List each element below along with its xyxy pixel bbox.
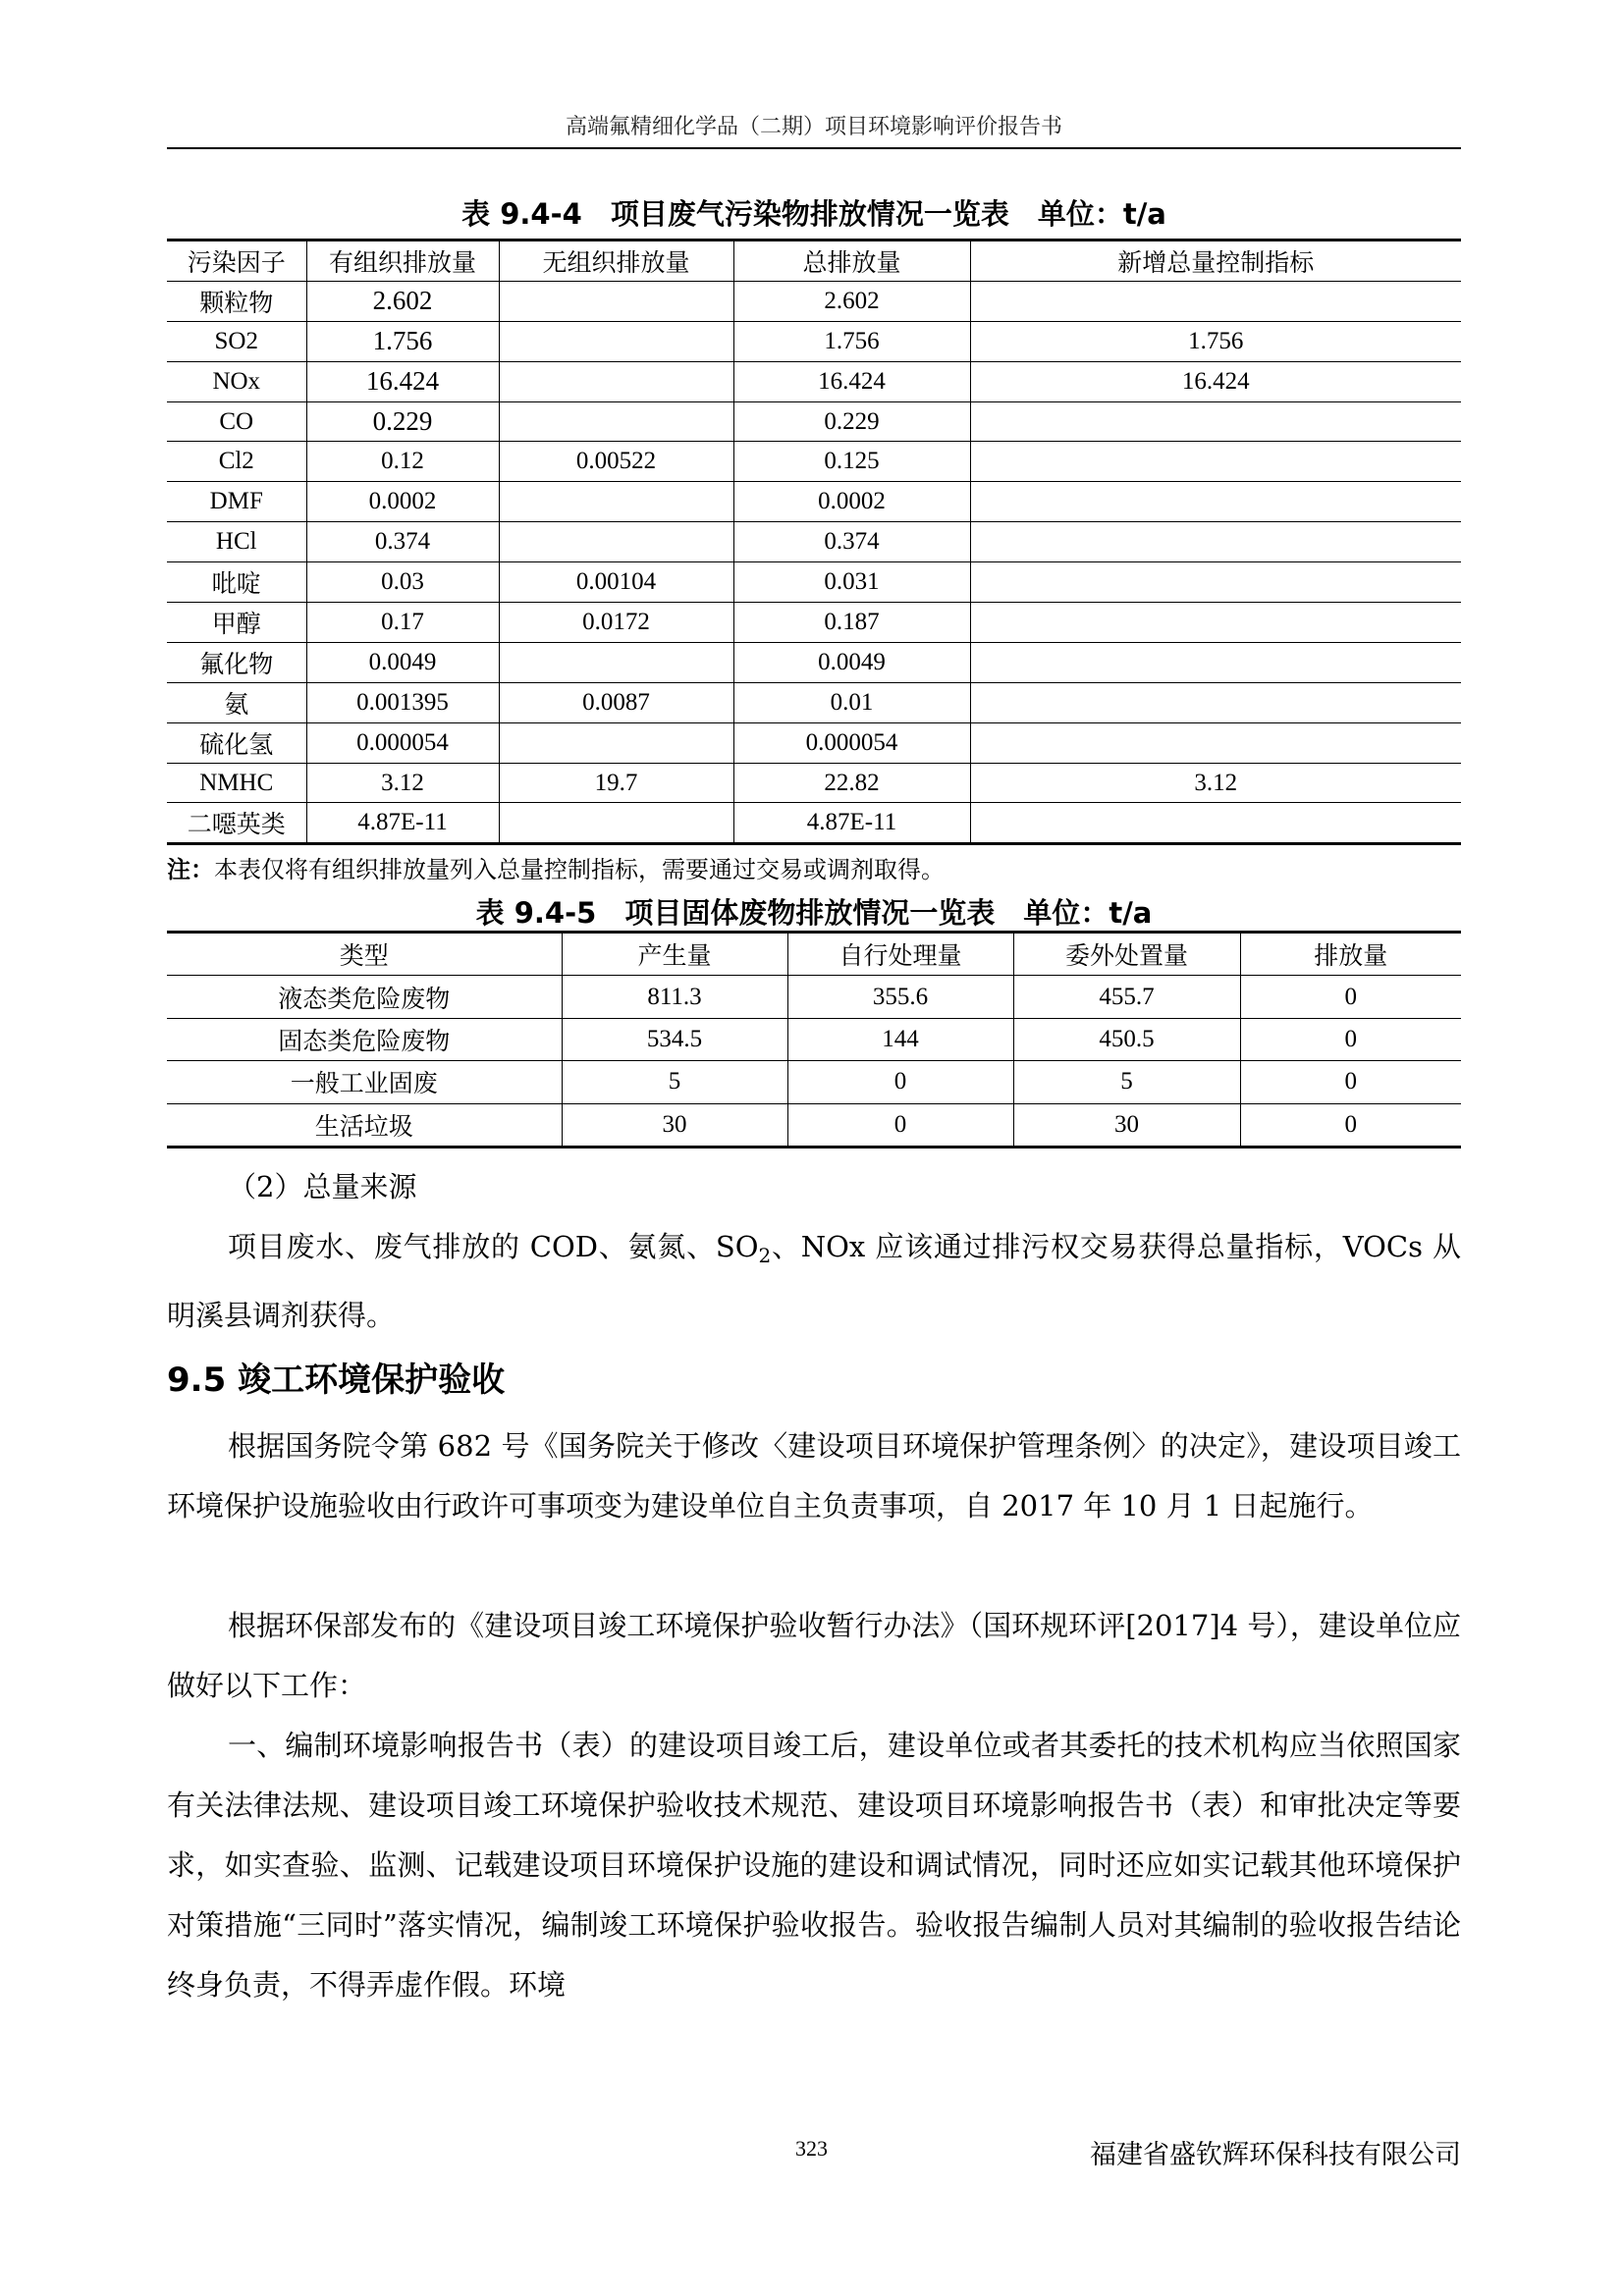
column-header: 有组织排放量 [306,240,499,282]
table-row [167,482,1461,522]
table-cell [499,522,733,562]
table-header-row [167,933,1461,976]
table-row [167,442,1461,482]
table-cell: 0.03 [306,562,499,603]
subheading: （2）总量来源 [228,1170,417,1203]
table-cell: 0.17 [306,603,499,643]
table-cell: 0.001395 [306,682,499,722]
table-cell: 0.00104 [499,562,733,603]
table-row [167,682,1461,722]
table-row [167,976,1461,1018]
table-header-row [167,240,1461,282]
table-cell: 0.374 [306,522,499,562]
table-cell: 1.756 [733,321,970,361]
table-row [167,603,1461,643]
page-number: 323 [795,2136,828,2161]
table-row [167,722,1461,763]
company-name: 福建省盛钦辉环保科技有限公司 [1090,2140,1461,2170]
table-cell [499,642,733,682]
table-row [167,522,1461,562]
row-label-cell: DMF [167,482,306,522]
note-text: 本表仅将有组织排放量列入总量控制指标，需要通过交易或调剂取得。 [214,856,945,883]
table-cell [970,281,1461,321]
row-label-cell: 液态类危险废物 [167,976,562,1018]
header-rule [167,147,1461,149]
table-cell: 0 [1240,1061,1461,1103]
table-cell: 16.424 [306,361,499,401]
table-cell: 5 [1013,1061,1240,1103]
table1-caption: 表 9.4-4 项目废气污染物排放情况一览表 单位：t/a [461,197,1166,231]
table-cell: 5 [562,1061,787,1103]
table-cell: 0.01 [733,682,970,722]
table-cell [499,803,733,844]
table-cell: 0 [787,1103,1013,1147]
table-cell: 19.7 [499,763,733,803]
table-cell [970,522,1461,562]
table-cell: 0.000054 [733,722,970,763]
table-row [167,1103,1461,1147]
table-cell: 0 [787,1061,1013,1103]
table-cell [970,482,1461,522]
table-cell: 0.0087 [499,682,733,722]
paragraph-text: 、NOx 应该通过排污权交易获得总量指标，VOCs 从明溪县调剂获得。 [167,1230,1461,1332]
table-cell: 30 [1013,1103,1240,1147]
table-cell [970,562,1461,603]
table-row [167,1061,1461,1103]
table-cell: 355.6 [787,976,1013,1018]
table-cell: 0.187 [733,603,970,643]
table-row [167,321,1461,361]
table-cell: 3.12 [306,763,499,803]
table-cell: 0 [1240,976,1461,1018]
paragraph-regulation: 根据国务院令第 682 号《国务院关于修改〈建设项目环境保护管理条例〉的决定》，建设项目竣工环境保护设施验收由行政许可事项变为建设单位自主负责事项，自 2017 年 10 月 1 日起施行。 [167,1429,1461,1522]
table-cell: 3.12 [970,763,1461,803]
table-cell: 0.125 [733,442,970,482]
table-cell: 0.00522 [499,442,733,482]
document-page [167,0,1461,2296]
table-cell [499,482,733,522]
paragraph-text: 项目废水、废气排放的 COD、氨氮、SO [228,1230,759,1263]
subscript: 2 [758,1244,772,1267]
row-label-cell: 生活垃圾 [167,1103,562,1147]
table-cell: 22.82 [733,763,970,803]
table-cell [499,722,733,763]
table-cell: 0 [1240,1018,1461,1060]
table-cell [499,281,733,321]
column-header: 类型 [167,933,562,976]
air-emissions-table [167,239,1461,845]
row-label-cell: 二噁英类 [167,803,306,844]
table-cell: 0.0049 [306,642,499,682]
column-header: 委外处置量 [1013,933,1240,976]
table-cell: 16.424 [733,361,970,401]
table-cell: 16.424 [970,361,1461,401]
row-label-cell: 氟化物 [167,642,306,682]
row-label-cell: HCl [167,522,306,562]
table2-caption: 表 9.4-5 项目固体废物排放情况一览表 单位：t/a [475,896,1153,930]
table-cell: 0.12 [306,442,499,482]
table-row [167,281,1461,321]
row-label-cell: 固态类危险废物 [167,1018,562,1060]
table-row [167,642,1461,682]
table-cell: 2.602 [306,281,499,321]
column-header: 总排放量 [733,240,970,282]
table-row [167,361,1461,401]
column-header: 自行处理量 [787,933,1013,976]
solid-waste-table [167,931,1461,1148]
paragraph-item-one: 一、编制环境影响报告书（表）的建设项目竣工后，建设单位或者其委托的技术机构应当依照国家有关法律法规、建设项目竣工环境保护验收技术规范、建设项目环境影响报告书（表）和审批决定等要求，如实查验、监测、记载建设项目环境保护设施的建设和调试情况，同时还应如实记载其他环境保护对策措施“三同时”落实情况，编制竣工环境保护验收报告。验收报告编制人员对其编制的验收报告结论终身负责，不得弄虚作假。环境 [167,1729,1461,2002]
table-row [167,803,1461,844]
table-cell: 0.0049 [733,642,970,682]
paragraph-measures: 根据环保部发布的《建设项目竣工环境保护验收暂行办法》（国环规环评[2017]4 号），建设单位应做好以下工作： [167,1609,1461,1702]
table-cell: 811.3 [562,976,787,1018]
table-cell: 0.229 [733,401,970,442]
row-label-cell: Cl2 [167,442,306,482]
table-cell: 0.0002 [306,482,499,522]
row-label-cell: 吡啶 [167,562,306,603]
table-cell: 30 [562,1103,787,1147]
row-label-cell: 一般工业固废 [167,1061,562,1103]
row-label-cell: NMHC [167,763,306,803]
table-cell: 0.031 [733,562,970,603]
table-cell: 0.229 [306,401,499,442]
column-header: 新增总量控制指标 [970,240,1461,282]
table1-note [167,850,945,884]
table-cell: 0.374 [733,522,970,562]
row-label-cell: 硫化氢 [167,722,306,763]
row-label-cell: SO2 [167,321,306,361]
table-cell: 450.5 [1013,1018,1240,1060]
table-cell: 0.0172 [499,603,733,643]
table-cell: 4.87E-11 [306,803,499,844]
table-cell [970,722,1461,763]
table-cell: 455.7 [1013,976,1240,1018]
table-cell [970,682,1461,722]
table-cell: 1.756 [306,321,499,361]
table-row [167,562,1461,603]
row-label-cell: 颗粒物 [167,281,306,321]
section-title: 9.5 竣工环境保护验收 [167,1361,506,1400]
table-cell [970,442,1461,482]
table-row [167,763,1461,803]
table-cell [970,642,1461,682]
table-cell: 534.5 [562,1018,787,1060]
table-cell: 144 [787,1018,1013,1060]
table-row [167,401,1461,442]
column-header: 排放量 [1240,933,1461,976]
table-cell: 0.000054 [306,722,499,763]
column-header: 产生量 [562,933,787,976]
table-cell [499,401,733,442]
row-label-cell: CO [167,401,306,442]
note-label: 注： [167,856,214,883]
table-cell [970,401,1461,442]
column-header: 污染因子 [167,240,306,282]
table-cell [499,321,733,361]
row-label-cell: 甲醇 [167,603,306,643]
table-cell [499,361,733,401]
table-row [167,1018,1461,1060]
table-cell: 1.756 [970,321,1461,361]
table-cell: 4.87E-11 [733,803,970,844]
table-cell: 2.602 [733,281,970,321]
column-header: 无组织排放量 [499,240,733,282]
table-cell [970,603,1461,643]
running-header: 高端氟精细化学品（二期）项目环境影响评价报告书 [565,115,1062,139]
table-cell [970,803,1461,844]
table-cell: 0 [1240,1103,1461,1147]
paragraph-total-source [167,1217,1461,1346]
row-label-cell: 氨 [167,682,306,722]
row-label-cell: NOx [167,361,306,401]
table-cell: 0.0002 [733,482,970,522]
